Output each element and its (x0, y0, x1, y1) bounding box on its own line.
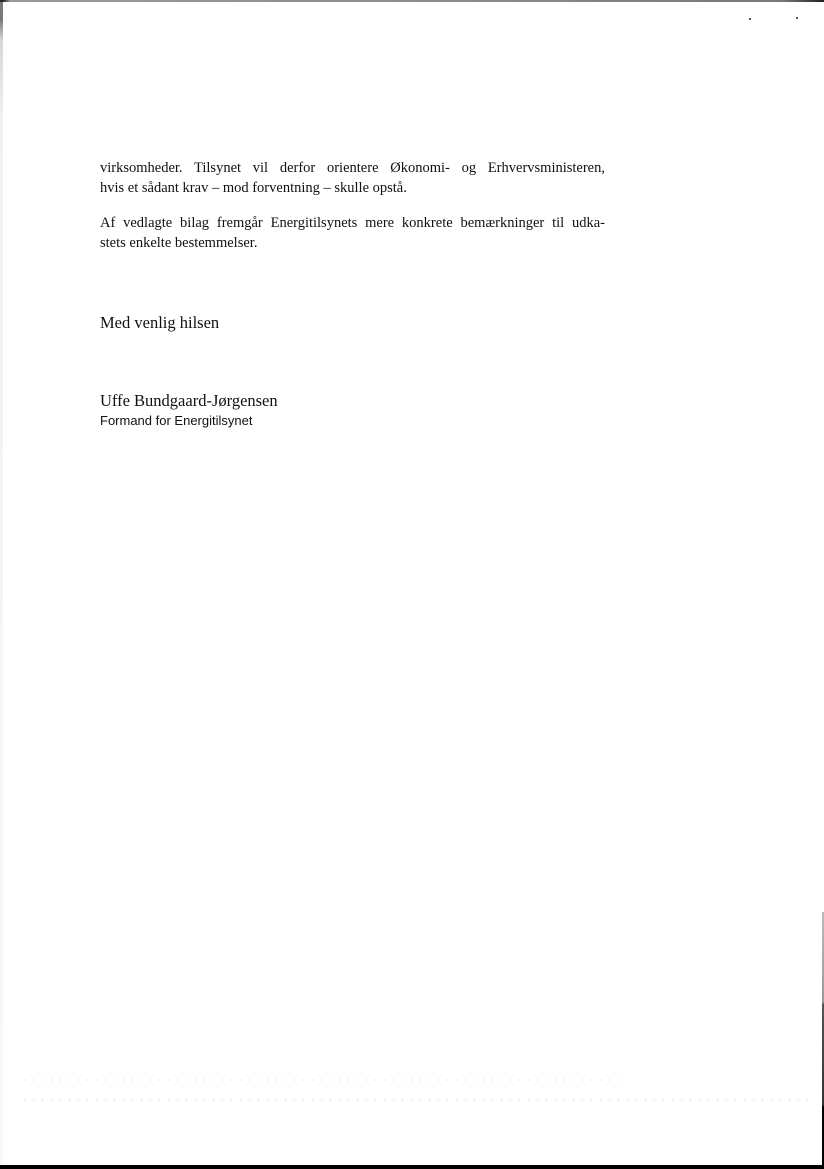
paragraph-orientation (100, 158, 605, 198)
paragraph-line: Af vedlagte bilag fremgår Energitilsynets mere konkrete bemærkninger til udka- (100, 215, 605, 231)
paragraph-line: virksomheder. Tilsynet vil derfor orientere Økonomi- og Erhvervsministeren, (100, 160, 605, 176)
scan-border-top (0, 0, 824, 2)
scan-speck (796, 17, 798, 19)
scan-speck (749, 18, 751, 20)
paragraph-line: hvis et sådant krav – mod forventning – skulle opstå. (100, 180, 407, 196)
scan-border-left (0, 0, 3, 1169)
paragraph-line: stets enkelte bestemmelser. (100, 235, 258, 251)
signer-title: Formand for Energitilsynet (100, 413, 253, 428)
paragraph-attachment (100, 213, 605, 253)
letter-body (100, 158, 605, 268)
scan-border-bottom (0, 1165, 824, 1169)
scan-noise (20, 1097, 810, 1103)
signer-name: Uffe Bundgaard-Jørgensen (100, 391, 278, 410)
letter-closing: Med venlig hilsen (100, 313, 220, 332)
scan-noise (20, 1077, 620, 1083)
